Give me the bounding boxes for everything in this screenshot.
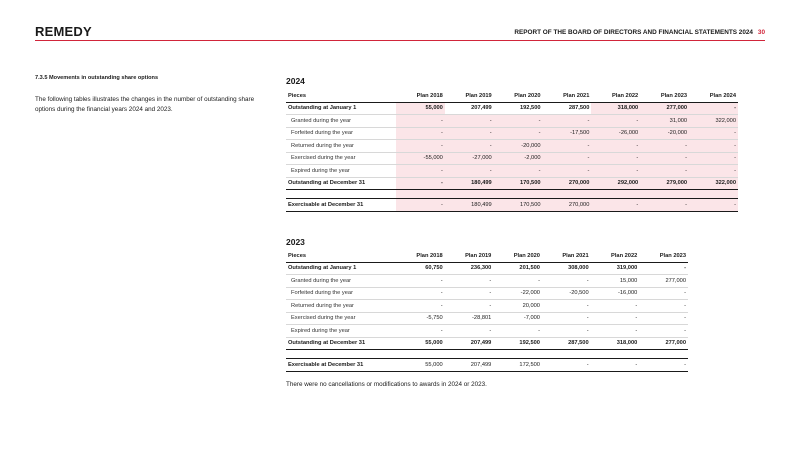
table-cell: 236,300 — [445, 262, 494, 275]
table-cell: 180,499 — [445, 199, 494, 212]
table-cell: - — [543, 152, 592, 165]
table-cell: - — [591, 199, 640, 212]
column-header: Plan 2024 — [689, 90, 738, 102]
table-cell: - — [639, 262, 688, 275]
section-intro-text: The following tables illustrates the changes in the number of outstanding share options during the financial years 2024 and 2023. — [35, 96, 255, 113]
table-cell: - — [494, 165, 543, 178]
table-cell: 322,000 — [689, 177, 738, 190]
table-cell: -20,000 — [494, 140, 543, 153]
table-cell: - — [639, 312, 688, 325]
row-label: Exercised during the year — [286, 152, 396, 165]
table-cell: 192,500 — [493, 337, 542, 350]
table-cell: - — [445, 325, 494, 338]
table-2024-year-heading: 2024 — [286, 76, 305, 86]
table-cell: - — [591, 325, 640, 338]
table-cell: 277,000 — [639, 337, 688, 350]
row-label: Outstanding at January 1 — [286, 102, 396, 115]
company-logo: REMEDY — [35, 24, 92, 39]
table-cell: - — [396, 127, 445, 140]
column-header: Plan 2021 — [542, 250, 591, 262]
row-label: Granted during the year — [286, 275, 396, 288]
table-row — [286, 177, 738, 190]
table-cell: 172,500 — [493, 359, 542, 372]
table-row — [286, 287, 688, 300]
table-cell: - — [396, 140, 445, 153]
table-row — [286, 312, 688, 325]
table-cell: - — [542, 275, 591, 288]
table-cell: 318,000 — [591, 102, 640, 115]
table-cell: 277,000 — [640, 102, 689, 115]
column-header: Plan 2022 — [591, 90, 640, 102]
row-label: Exercisable at December 31 — [286, 199, 396, 212]
row-label: Exercisable at December 31 — [286, 359, 396, 372]
table-cell: 318,000 — [591, 337, 640, 350]
table-cell: - — [689, 152, 738, 165]
table-cell: - — [396, 287, 445, 300]
table-cell: 279,000 — [640, 177, 689, 190]
table-cell: 287,500 — [543, 102, 592, 115]
row-label: Returned during the year — [286, 140, 396, 153]
table-cell: - — [591, 312, 640, 325]
table-header-row — [286, 250, 688, 262]
table-cell: - — [689, 165, 738, 178]
table-cell: - — [493, 325, 542, 338]
table-cell: 308,000 — [542, 262, 591, 275]
table-cell: 319,000 — [591, 262, 640, 275]
row-label: Expired during the year — [286, 165, 396, 178]
share-options-table-2023 — [286, 250, 688, 372]
table-cell: - — [640, 152, 689, 165]
table-cell: - — [396, 199, 445, 212]
table-row — [286, 325, 688, 338]
table-cell: - — [542, 359, 591, 372]
table-cell: - — [543, 115, 592, 128]
table-cell: - — [494, 127, 543, 140]
table-cell: - — [591, 115, 640, 128]
column-header: Plan 2019 — [445, 90, 494, 102]
header-divider — [35, 40, 765, 41]
table-cell: 277,000 — [639, 275, 688, 288]
table-cell: 287,500 — [542, 337, 591, 350]
table-cell: 270,000 — [543, 199, 592, 212]
page-header — [35, 22, 765, 40]
report-title: REPORT OF THE BOARD OF DIRECTORS AND FINANCIAL STATEMENTS 2024 — [514, 29, 753, 36]
table-cell: -28,801 — [445, 312, 494, 325]
table-header-row — [286, 90, 738, 102]
table-row — [286, 115, 738, 128]
table-spacer-row — [286, 190, 738, 199]
table-cell: - — [396, 115, 445, 128]
table-row — [286, 140, 738, 153]
table-cell: 55,000 — [396, 337, 445, 350]
table-cell: - — [689, 140, 738, 153]
table-row — [286, 262, 688, 275]
table-cell: - — [396, 177, 445, 190]
table-cell: - — [689, 102, 738, 115]
table-cell: - — [493, 275, 542, 288]
table-cell: -2,000 — [494, 152, 543, 165]
footnote: There were no cancellations or modifications to awards in 2024 or 2023. — [286, 381, 487, 388]
section-heading: 7.3.5 Movements in outstanding share options — [35, 75, 159, 81]
table-cell: - — [445, 300, 494, 313]
column-header: Plan 2018 — [396, 250, 445, 262]
row-label: Outstanding at December 31 — [286, 337, 396, 350]
table-cell: - — [591, 165, 640, 178]
row-label: Outstanding at December 31 — [286, 177, 396, 190]
table-cell: 55,000 — [396, 359, 445, 372]
table-row — [286, 300, 688, 313]
table-cell: 60,750 — [396, 262, 445, 275]
table-cell: - — [639, 325, 688, 338]
table-cell: 170,500 — [494, 177, 543, 190]
table-cell: - — [543, 140, 592, 153]
table-cell: - — [445, 165, 494, 178]
table-cell: 20,000 — [493, 300, 542, 313]
table-row — [286, 275, 688, 288]
table-cell: - — [639, 359, 688, 372]
share-options-table-2024 — [286, 90, 738, 212]
table-cell: 201,500 — [493, 262, 542, 275]
column-header: Plan 2021 — [543, 90, 592, 102]
table-cell: - — [494, 115, 543, 128]
table-cell: 192,500 — [494, 102, 543, 115]
column-header: Plan 2023 — [639, 250, 688, 262]
table-cell: - — [640, 165, 689, 178]
row-label: Forfeited during the year — [286, 127, 396, 140]
table-cell: - — [591, 300, 640, 313]
column-header: Plan 2023 — [640, 90, 689, 102]
table-cell: 270,000 — [543, 177, 592, 190]
table-row — [286, 127, 738, 140]
table-cell: 207,499 — [445, 102, 494, 115]
table-spacer-row — [286, 350, 688, 359]
table-row — [286, 199, 738, 212]
table-cell: -20,500 — [542, 287, 591, 300]
table-cell: - — [542, 300, 591, 313]
table-cell: - — [591, 140, 640, 153]
table-cell: - — [639, 287, 688, 300]
table-cell: - — [542, 325, 591, 338]
table-cell: - — [689, 127, 738, 140]
table-cell: - — [640, 199, 689, 212]
table-cell: 180,499 — [445, 177, 494, 190]
table-cell: - — [543, 165, 592, 178]
column-header: Plan 2018 — [396, 90, 445, 102]
table-row — [286, 359, 688, 372]
table-cell: 55,000 — [396, 102, 445, 115]
table-cell: - — [445, 115, 494, 128]
row-label: Outstanding at January 1 — [286, 262, 396, 275]
table-cell: -17,500 — [543, 127, 592, 140]
table-cell: - — [639, 300, 688, 313]
table-cell: - — [396, 165, 445, 178]
table-cell: - — [396, 275, 445, 288]
table-cell: 207,499 — [445, 337, 494, 350]
table-cell: -5,750 — [396, 312, 445, 325]
row-label: Expired during the year — [286, 325, 396, 338]
table-cell: 207,499 — [445, 359, 494, 372]
table-cell: - — [445, 127, 494, 140]
row-label: Exercised during the year — [286, 312, 396, 325]
table-cell: 292,000 — [591, 177, 640, 190]
table-2023-year-heading: 2023 — [286, 237, 305, 247]
table-row — [286, 152, 738, 165]
table-cell: - — [591, 152, 640, 165]
table-cell: -55,000 — [396, 152, 445, 165]
table-cell: - — [445, 275, 494, 288]
table-cell: - — [542, 312, 591, 325]
table-cell: -26,000 — [591, 127, 640, 140]
table-cell: - — [445, 287, 494, 300]
table-cell: - — [396, 300, 445, 313]
column-header: Plan 2022 — [591, 250, 640, 262]
column-header: Plan 2020 — [494, 90, 543, 102]
table-row — [286, 337, 688, 350]
table-row — [286, 102, 738, 115]
row-label: Forfeited during the year — [286, 287, 396, 300]
page-number: 30 — [757, 29, 765, 36]
table-cell: - — [689, 199, 738, 212]
table-cell: 15,000 — [591, 275, 640, 288]
table-row — [286, 165, 738, 178]
column-header: Pieces — [286, 250, 396, 262]
table-cell: -16,000 — [591, 287, 640, 300]
table-cell: - — [445, 140, 494, 153]
table-cell: -20,000 — [640, 127, 689, 140]
column-header: Plan 2019 — [445, 250, 494, 262]
column-header: Plan 2020 — [493, 250, 542, 262]
table-cell: - — [591, 359, 640, 372]
column-header: Pieces — [286, 90, 396, 102]
table-cell: -27,000 — [445, 152, 494, 165]
table-cell: - — [396, 325, 445, 338]
table-cell: -22,000 — [493, 287, 542, 300]
table-cell: 170,500 — [494, 199, 543, 212]
row-label: Returned during the year — [286, 300, 396, 313]
table-cell: 322,000 — [689, 115, 738, 128]
row-label: Granted during the year — [286, 115, 396, 128]
table-cell: 31,000 — [640, 115, 689, 128]
table-cell: - — [640, 140, 689, 153]
table-cell: -7,000 — [493, 312, 542, 325]
